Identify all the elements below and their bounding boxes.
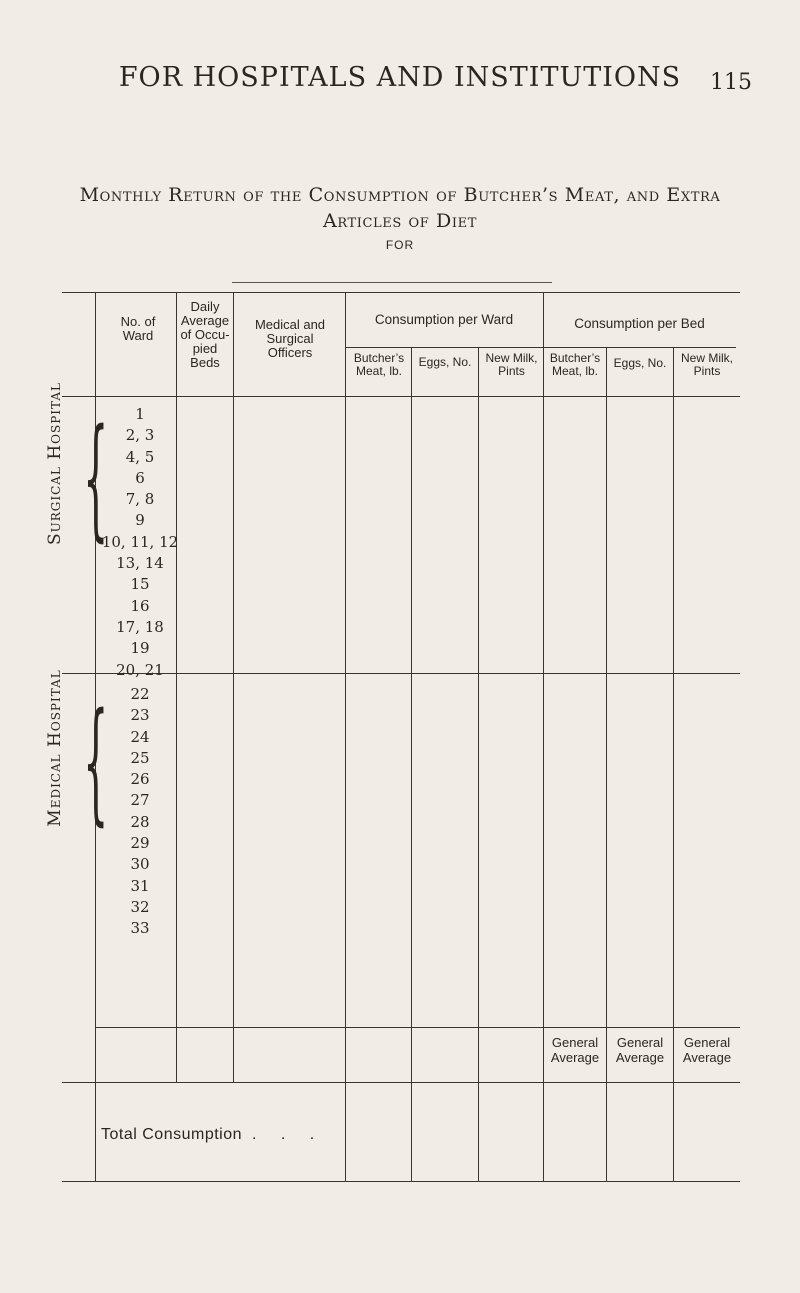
col-rule-bed-group (543, 292, 544, 1181)
ward-number: 24 (130, 727, 150, 746)
col-rule-meat-bed (606, 347, 607, 1181)
total-consumption-row (101, 1126, 324, 1144)
ward-number: 7, 8 (125, 490, 155, 509)
body-bottom-rule (95, 1027, 740, 1028)
header-bed-meat: Butcher’s Meat, lb. (549, 351, 601, 378)
general-average-meat: General Average (550, 1035, 600, 1065)
header-bed-milk: New Milk, Pints (680, 351, 733, 378)
col-rule-eggs-ward (478, 347, 479, 1181)
ward-number: 32 (130, 897, 150, 916)
general-average-eggs: General Average (615, 1035, 665, 1065)
ward-number: 16 (130, 596, 150, 615)
institution-fill-line (232, 282, 552, 283)
running-head: FOR HOSPITALS AND INSTITUTIONS (118, 62, 682, 93)
header-ward-meat: Butcher’s Meat, lb. (353, 351, 405, 378)
general-average-milk: General Average (682, 1035, 732, 1065)
title-line-2: Articles of Diet (323, 210, 477, 232)
header-ward-eggs: Eggs, No. (418, 355, 472, 369)
ward-number: 1 (135, 405, 145, 423)
ward-number: 28 (130, 812, 150, 831)
header-consumption-per-ward: Consumption per Ward (374, 312, 514, 327)
ward-number: 33 (130, 919, 150, 938)
ward-number: 10, 11, 12 (101, 532, 179, 551)
header-consumption-per-bed: Consumption per Bed (574, 316, 705, 331)
ward-number: 26 (130, 770, 150, 789)
ward-number: 6 (135, 468, 145, 487)
ward-number: 20, 21 (116, 660, 164, 679)
ward-number: 17, 18 (116, 617, 164, 636)
ward-number: 25 (130, 748, 150, 767)
header-ward-milk: New Milk, Pints (485, 351, 538, 378)
ward-number: 2, 3 (125, 426, 155, 445)
ward-number: 15 (130, 575, 150, 594)
ward-number: 9 (135, 511, 145, 530)
section-label-medical: Medical Hospital (45, 669, 65, 827)
table-top-rule (62, 292, 740, 293)
ward-number: 23 (130, 706, 150, 725)
group-bed-rule (543, 347, 736, 348)
ward-number: 29 (130, 834, 150, 853)
title-for: FOR (385, 238, 415, 252)
page-number: 115 (710, 70, 752, 95)
medical-ward-list (95, 684, 185, 940)
medical-brace: { (83, 688, 109, 840)
ward-number: 13, 14 (116, 554, 164, 573)
ward-number: 19 (130, 639, 150, 658)
col-rule-eggs-bed (673, 347, 674, 1181)
ward-number: 30 (130, 855, 150, 874)
section-label-surgical: Surgical Hospital (45, 381, 65, 545)
average-row-rule (62, 1082, 740, 1083)
header-bed-eggs: Eggs, No. (613, 356, 667, 370)
header-daily-average: Daily Average of Occu- pied Beds (180, 299, 230, 370)
surgical-ward-list (95, 404, 185, 681)
ward-number: 31 (130, 876, 150, 895)
header-officers: Medical and Surgical Officers (254, 317, 326, 360)
surgical-brace: { (83, 404, 109, 556)
ward-number: 22 (130, 685, 150, 703)
header-ward: No. of Ward (120, 314, 156, 343)
table-bottom-rule (62, 1181, 740, 1182)
ward-number: 4, 5 (125, 447, 155, 466)
page-title (0, 182, 800, 234)
leader-dots: . . . (252, 1126, 325, 1143)
col-rule-daily (233, 292, 234, 1082)
col-rule-meat-ward (411, 347, 412, 1181)
col-rule-officers (345, 292, 346, 1181)
total-consumption-label: Total Consumption (101, 1126, 243, 1143)
group-ward-rule (345, 347, 543, 348)
header-bottom-rule (62, 396, 740, 397)
title-line-1: Monthly Return of the Consumption of Butcher’s Meat, and Extra (79, 184, 721, 206)
ward-number: 27 (130, 791, 150, 810)
